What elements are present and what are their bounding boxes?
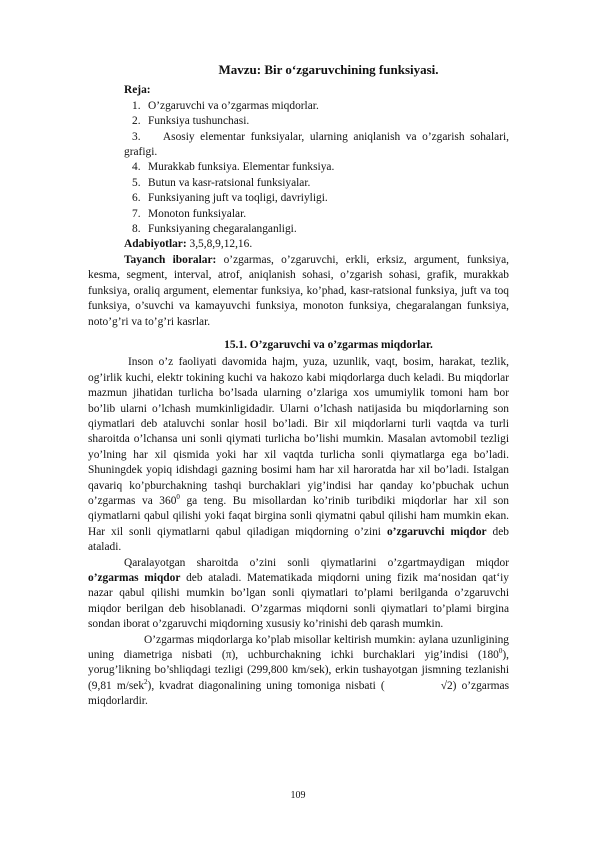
- document-page: [88, 62, 509, 710]
- keywords-paragraph: Tayanch iboralar: o’zgarmas, o’zgaruvchi, erkli, erksiz, argument, funksiya, kesma, segment, interval, atrof, aniqlanish sohasi, o’zgarish sohasi, grafik, murakkab funksiya, oraliq argument, elementar funksiya, ko’phad, kasr-ratsional funksiya, juft va toq funksiya, o’suvchi va kamayuvchi funksiya, monoton funksiya, chegaralangan funksiya, noto’g’ri va to’g’ri kasrlar.: [88, 253, 509, 328]
- plan-item: 8. Funksiyaning chegaralanganligi.: [132, 223, 297, 236]
- plan-heading: Reja:: [124, 84, 151, 97]
- plan-item: 3. Asosiy elementar funksiyalar, ularning aniqlanish va o’zgarish sohalari, grafigi.: [124, 130, 510, 159]
- keywords-label: Tayanch iboralar:: [124, 253, 217, 266]
- plan-item: 4. Murakkab funksiya. Elementar funksiya.: [132, 161, 335, 174]
- plan-item: 2. Funksiya tushunchasi.: [132, 115, 250, 128]
- paragraph-3: O’zgarmas miqdorlarga ko’plab misollar keltirish mumkin: aylana uzunligining uning diametriga nisbati (π), uchburchakning ichki burchaklari yig’indisi $(180^0)$, yorug’likning bo’shliqdagi tezligi (299,800 km/sek), erkin tushayotgan jismning tezlanishi (9,81 m/sek$^2$), kvadrat diagonalining uning tomoniga nisbati ( √2) o’zgarmas miqdorlardir.: [88, 633, 509, 708]
- plan-item: 1. O’zgaruvchi va o’zgarmas miqdorlar.: [132, 99, 319, 112]
- section-heading: 15.1. O’zgaruvchi va o’zgarmas miqdorlar.: [224, 338, 433, 351]
- page-number: 109: [290, 790, 306, 801]
- plan-item: 5. Butun va kasr-ratsional funksiyalar.: [132, 176, 311, 189]
- paragraph-2: Qaralayotgan sharoitda o’zini sonli qiymatlarini o’zgartmaydigan miqdor o’zgarmas miqdor deb ataladi. Matematikada miqdorni uning fizik ma‘nosidan qat‘iy nazar qabul qilishi mumkin bo’lgan sonli qiymatlari to’plami berilganda o’zgaruvchi miqdor berilgan deb hisoblanadi. O’zgarmas miqdorni sonli qiymatlari to’plami birgina sondan iborat o’zgaruvchi miqdorning xususiy ko’rinishi deb qarash mumkin.: [88, 556, 509, 631]
- plan-list: [88, 99, 509, 238]
- page-title: Mavzu: Bir o‘zgaruvchining funksiyasi.: [218, 62, 439, 77]
- references-line: Adabiyotlar: 3,5,8,9,12,16.: [124, 238, 253, 251]
- sqrt-two: √2: [440, 679, 453, 692]
- plan-item: 6. Funksiyaning juft va toqligi, davriyligi.: [132, 192, 328, 205]
- paragraph-1: Inson o’z faoliyati davomida hajm, yuza, uzunlik, vaqt, bosim, harakat, tezlik, og’irlik kuchi, elektr tokining kuchi va hakozo kabi miqdorlarga duch keladi. Bu miqdorlar mazmun jihatidan turlicha bo’lsada ularning o’zlariga xos umumiylik tomoni ham bor bo’lib ularni o’lchash mumkinligidadir. Ularni o’lchash natijasida bu miqdorlarning son qiymatlari deb ataluvchi sonlar hosil bo’ladi. Bir xil miqdorlarni turli vaqtda va turli sharoitda o’lchansa uni sonli qiymati turlicha bo’lishi mumkin. Masalan avtomobil tezligi yo’lning har xil qismida yoki har xil vaqtda turlicha sonli qiymatlarga ega bo’ladi. Shuningdek yopiq idishdagi gazning bosimi ham har xil haroratda har xil bo’ladi. Istalgan qavariq ko’pburchakning tashqi burchaklari yig’indisi har qanday ko’pbuchak uchun o’zgarmas va $360^0$ ga teng. Bu misollardan ko’rinib turibdiki miqdorlar har xil son qiymatlarni qabul qilishi yoki faqat birgina sonli qiymatni qabul qilishi ham mumkin ekan. Har xil sonli qiymatlarni qabul qiladigan miqdorning o’zini o’zgaruvchi miqdor deb ataladi.: [88, 356, 509, 554]
- plan-item: 7. Monoton funksiyalar.: [132, 207, 247, 220]
